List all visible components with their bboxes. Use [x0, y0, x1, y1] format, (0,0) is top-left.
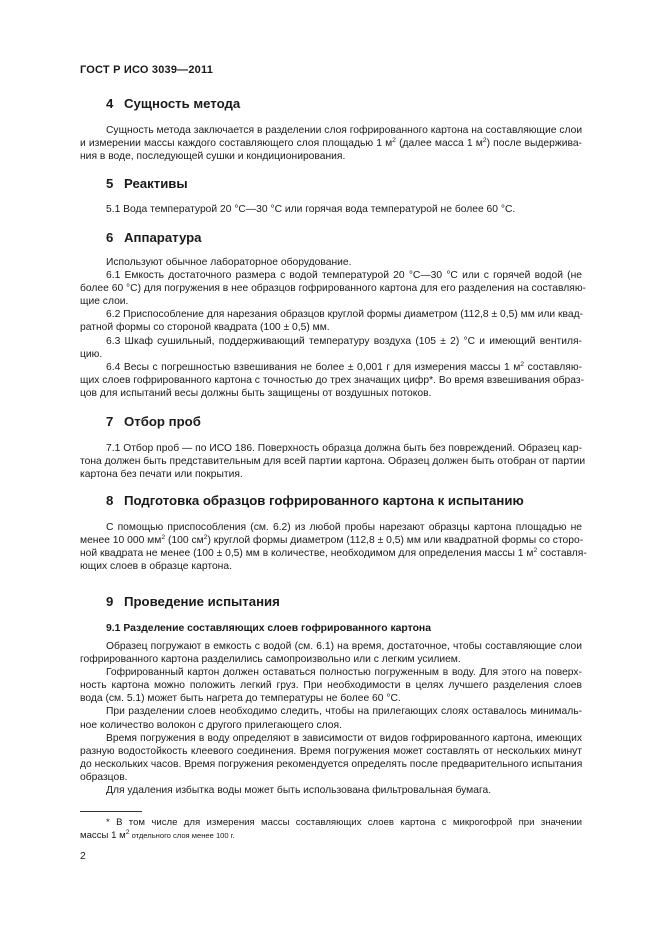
text-line: менее 10 000 $мм^2$ (100 $см^2$) круглой формы диаметром (112,8 ± 0,5) мм или квадратной формы со сторо- — [80, 534, 584, 547]
text-line: цию. — [80, 348, 103, 360]
section-6-heading: 6 Аппаратура — [106, 230, 202, 245]
text-line: цов для испытаний весы должны быть защищены от воздушных потоков. — [80, 387, 432, 399]
section-title: Подготовка образцов гофрированного картона к испытанию — [124, 493, 524, 508]
text-line: гофрированного картона разделились самопроизвольно или с легким усилием. — [80, 654, 461, 666]
subsection-9-1-heading: 9.1 Разделение составляющих слоев гофрированного картона — [106, 623, 431, 634]
section-title: Отбор проб — [124, 414, 201, 429]
footnote — [80, 816, 582, 842]
text-line: 6.1 Емкость достаточного размера с водой температурой 20 °С—30 °С или с горячей водой (не — [106, 270, 582, 282]
section-title: Сущность метода — [124, 96, 241, 111]
text-line: Образец погружают в емкость с водой (см. 6.1) на время, достаточное, чтобы составляющие слои — [106, 641, 582, 652]
section-number: 4 — [106, 96, 114, 111]
text-line: ной квадрата не менее (100 ± 0,5) мм в количестве, необходимом для определения массы 1 $м^2$ составля- — [80, 547, 587, 560]
section-6-body — [80, 256, 586, 400]
footnote-divider — [80, 811, 142, 812]
section-8-heading: 8 Подготовка образцов гофрированного картона к испытанию — [106, 493, 524, 508]
section-8-body — [80, 521, 587, 573]
text-line: 5.1 Вода температурой 20 °С—30 °С или горячая вода температурой не более 60 °С. — [106, 204, 516, 215]
text-line: Гофрированный картон должен оставаться полностью погруженным в воду. Для этого на поверх- — [106, 667, 582, 679]
text-line: 6.4 Весы с погрешностью взвешивания не более ± 0,001 г для измерения массы 1 $м^2$ составляю- — [106, 360, 583, 373]
section-9-body — [80, 640, 582, 797]
text-line: Для удаления избытка воды может быть использована фильтровальная бумага. — [106, 785, 492, 797]
text-line: щих слоев гофрированного картона с точностью до трех значащих цифр*. Во время взвешивания образ- — [80, 374, 584, 386]
text-line: При разделении слоев необходимо следить, чтобы на прилегающих слоях оставалось минималь- — [106, 706, 582, 718]
text-line: щие слои. — [80, 296, 129, 308]
text-line: Используют обычное лабораторное оборудование. — [106, 257, 352, 268]
text-line: массы 1 $м^2$ отдельного слоя менее 100 г. — [80, 829, 235, 841]
text-line: ность картона можно положить легкий груз. При необходимости в целях лучшего разделения слоев — [80, 680, 582, 692]
section-4-heading — [106, 96, 240, 111]
text-line: тона должен быть представительным для всей партии картона. Образец должен быть отобран от партии — [80, 456, 586, 468]
text-line: ния в воде, последующей сушки и кондиционирования. — [80, 151, 346, 163]
text-line: С помощью приспособления (см. 6.2) из любой пробы нарезают образцы картона площадью не — [106, 522, 582, 533]
text-line: 6.3 Шкаф сушильный, поддерживающий температуру воздуха (105 ± 2) °С и имеющий вентиля- — [106, 335, 582, 347]
text-line: Сущность метода заключается в разделении слоя гофрированного картона на составляющие слои — [106, 125, 583, 136]
section-title: Проведение испытания — [124, 594, 280, 609]
section-7-body — [80, 442, 586, 481]
text-line: ющих слоев в образце картона. — [80, 561, 232, 573]
text-line: картона без печати или покрытия. — [80, 469, 243, 481]
section-title: Аппаратура — [124, 230, 202, 245]
section-title: Реактивы — [124, 176, 188, 191]
page-number: 2 — [80, 851, 86, 862]
text-line: вода (см. 5.1) может быть нагрета до температуры не более 60 °С. — [80, 693, 401, 705]
section-4-body — [80, 124, 582, 163]
text-line: ратной формы со стороной квадрата (100 ± 0,5) мм. — [80, 322, 330, 334]
section-5-heading: 5 Реактивы — [106, 176, 188, 191]
section-7-heading: 7 Отбор проб — [106, 414, 201, 429]
text-line: ное количество волокон с другого прилегающего слоя. — [80, 719, 342, 731]
text-line: разную водостойкость клеевого соединения. Время погружения может составлять от нескольких минут — [80, 745, 582, 757]
text-line: 7.1 Отбор проб — по ИСО 186. Поверхность образца должна быть без повреждений. Образец кар- — [106, 443, 582, 454]
text-line: Время погружения в воду определяют в зависимости от видов гофрированного картона, имеющих — [106, 732, 582, 744]
section-5-body — [80, 203, 582, 216]
section-9-heading: 9 Проведение испытания — [106, 594, 280, 609]
text-line: образцов. — [80, 771, 128, 783]
text-line: до нескольких часов. Время погружения рекомендуется определять после предварительного испытания — [80, 758, 583, 770]
text-line: и измерении массы каждого составляющего слоя площадью 1 $м^2$ (далее масса 1 $м^2$) после выдержива- — [80, 137, 582, 150]
text-line: 6.2 Приспособление для нарезания образцов круглой формы диаметром (112,8 ± 0,5) мм или квад- — [106, 309, 584, 321]
text-line: более 60 °С) для погружения в нее образцов гофрированного картона для его разделения на составляю- — [80, 283, 586, 295]
standard-header: ГОСТ Р ИСО 3039—2011 — [80, 64, 214, 76]
text-line: * В том числе для измерения массы составляющих слоев картона с микрогофрой при значении — [106, 817, 582, 828]
